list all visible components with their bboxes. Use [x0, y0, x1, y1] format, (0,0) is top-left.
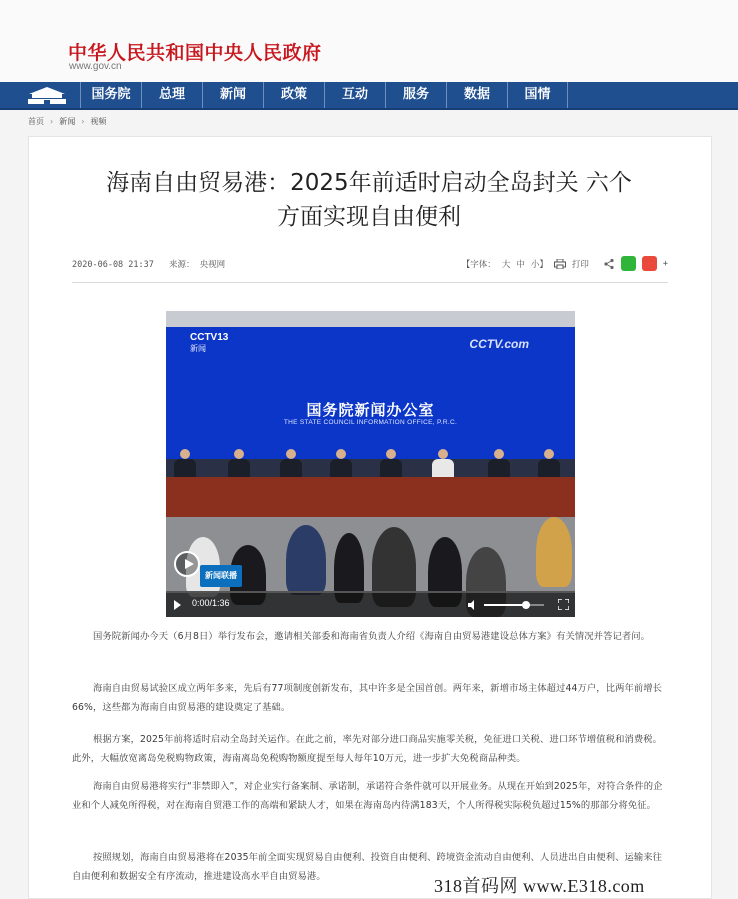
nav-item-interaction[interactable]: 互动	[324, 82, 385, 108]
article-meta	[72, 258, 668, 272]
article-source: 央视网	[199, 260, 226, 270]
speaker	[432, 449, 454, 479]
backdrop-title: 国务院新闻办公室	[306, 401, 435, 419]
chevron-right-icon: ›	[50, 117, 54, 126]
video-controls	[166, 593, 575, 617]
share-icon[interactable]	[603, 258, 615, 270]
site-url[interactable]: www.gov.cn	[69, 61, 122, 72]
print-link[interactable]: 打印	[571, 259, 589, 270]
speaker	[488, 449, 510, 479]
breadcrumb-video[interactable]: 视频	[90, 117, 107, 126]
breadcrumb-home[interactable]: 首页	[28, 117, 44, 126]
volume-knob[interactable]	[522, 601, 530, 609]
font-size-small[interactable]: 小】	[530, 259, 548, 270]
breadcrumb	[28, 116, 106, 127]
font-size-label: 【字体：	[461, 259, 496, 270]
speaker	[280, 449, 302, 479]
nav-item-services[interactable]: 服务	[385, 82, 446, 108]
article-paragraph: 海南自由贸易试验区成立两年多来，先后有77项制度创新发布，其中许多是全国首创。两年来，新增市场主体超过44万户，比两年前增长66%，这些都为海南自由贸易港的建设奠定了基础。	[72, 683, 663, 713]
speakers-row	[166, 449, 575, 479]
fullscreen-icon[interactable]	[558, 599, 569, 610]
video-player[interactable]	[166, 311, 575, 617]
article-paragraph: 根据方案，2025年前将适时启动全岛封关运作。在此之前，率先对部分进口商品实施零关税，免征进口关税、进口环节增值税和消费税。此外，大幅放宽离岛免税购物政策，海南离岛免税购物额度提至每人每年10万元，进一步扩大免税商品种类。	[72, 734, 663, 764]
play-icon[interactable]	[174, 600, 181, 610]
divider	[72, 282, 668, 283]
speaker	[174, 449, 196, 479]
channel-name: CCTV13	[190, 332, 229, 343]
site-watermark: 318首码网 www.E318.com	[432, 872, 647, 898]
main-nav	[0, 82, 738, 110]
article-title	[0, 166, 738, 234]
wechat-icon[interactable]	[621, 256, 636, 271]
speaker	[538, 449, 560, 479]
nav-item-premier[interactable]: 总理	[141, 82, 202, 108]
more-share-button[interactable]: +	[662, 258, 668, 269]
nav-item-national-info[interactable]: 国情	[507, 82, 568, 108]
speaker	[380, 449, 402, 479]
press-desk	[166, 477, 575, 517]
article-paragraph: 按照规划，海南自由贸易港将在2035年前全面实现贸易自由便利、投资自由便利、跨境资金流动自由便利、人员进出自由便利、运输来往自由便利和数据安全有序流动，推进建设高水平自由贸易港。	[72, 852, 663, 882]
cctv13-logo	[190, 332, 228, 354]
big-play-button[interactable]	[174, 551, 200, 577]
article-title-line2: 方面实现自由便利	[277, 204, 461, 230]
article-title-line1: 海南自由贸易港：2025年前适时启动全岛封关 六个	[106, 170, 632, 196]
weibo-icon[interactable]	[642, 256, 657, 271]
nav-item-data[interactable]: 数据	[446, 82, 507, 108]
volume-icon[interactable]	[468, 600, 477, 610]
stage-ceiling	[166, 311, 575, 327]
chevron-right-icon: ›	[81, 117, 85, 126]
font-size-large[interactable]: 大	[501, 259, 511, 270]
source-label: 来源：	[169, 260, 195, 270]
volume-fill	[484, 604, 526, 606]
site-title[interactable]: 中华人民共和国中央人民政府	[68, 42, 322, 64]
printer-icon[interactable]	[554, 259, 566, 269]
channel-sub: 新闻	[190, 344, 206, 353]
nav-item-state-council[interactable]: 国务院	[80, 82, 141, 108]
breadcrumb-news[interactable]: 新闻	[59, 117, 76, 126]
speaker	[330, 449, 352, 479]
site-header	[0, 0, 738, 82]
backdrop-subtitle: THE STATE COUNCIL INFORMATION OFFICE, P.R.C.	[283, 419, 458, 426]
article-paragraph: 海南自由贸易港将实行“非禁即入”，对企业实行备案制、承诺制，承诺符合条件就可以开展业务。从现在开始到2025年，对符合条件的企业和个人减免所得税，对在海南自贸港工作的高端和紧缺人才，如果在海南岛内待满183天，个人所得税实际税负超过15%的那部分将免征。	[72, 781, 663, 811]
font-size-medium[interactable]: 中	[516, 259, 525, 270]
cctv-watermark: CCTV.com	[469, 337, 529, 351]
program-logo: 新闻联播	[200, 565, 242, 587]
tiananmen-logo-icon[interactable]	[24, 85, 70, 105]
nav-item-policy[interactable]: 政策	[263, 82, 324, 108]
nav-item-news[interactable]: 新闻	[202, 82, 263, 108]
volume-slider[interactable]	[484, 604, 544, 606]
article-date: 2020-06-08 21:37	[72, 260, 154, 270]
speaker	[228, 449, 250, 479]
article-paragraph: 国务院新闻办今天（6月8日）举行发布会，邀请相关部委和海南省负责人介绍《海南自由贸易港建设总体方案》有关情况并答记者问。	[93, 631, 651, 642]
video-time: 0:00/1:36	[192, 598, 230, 608]
